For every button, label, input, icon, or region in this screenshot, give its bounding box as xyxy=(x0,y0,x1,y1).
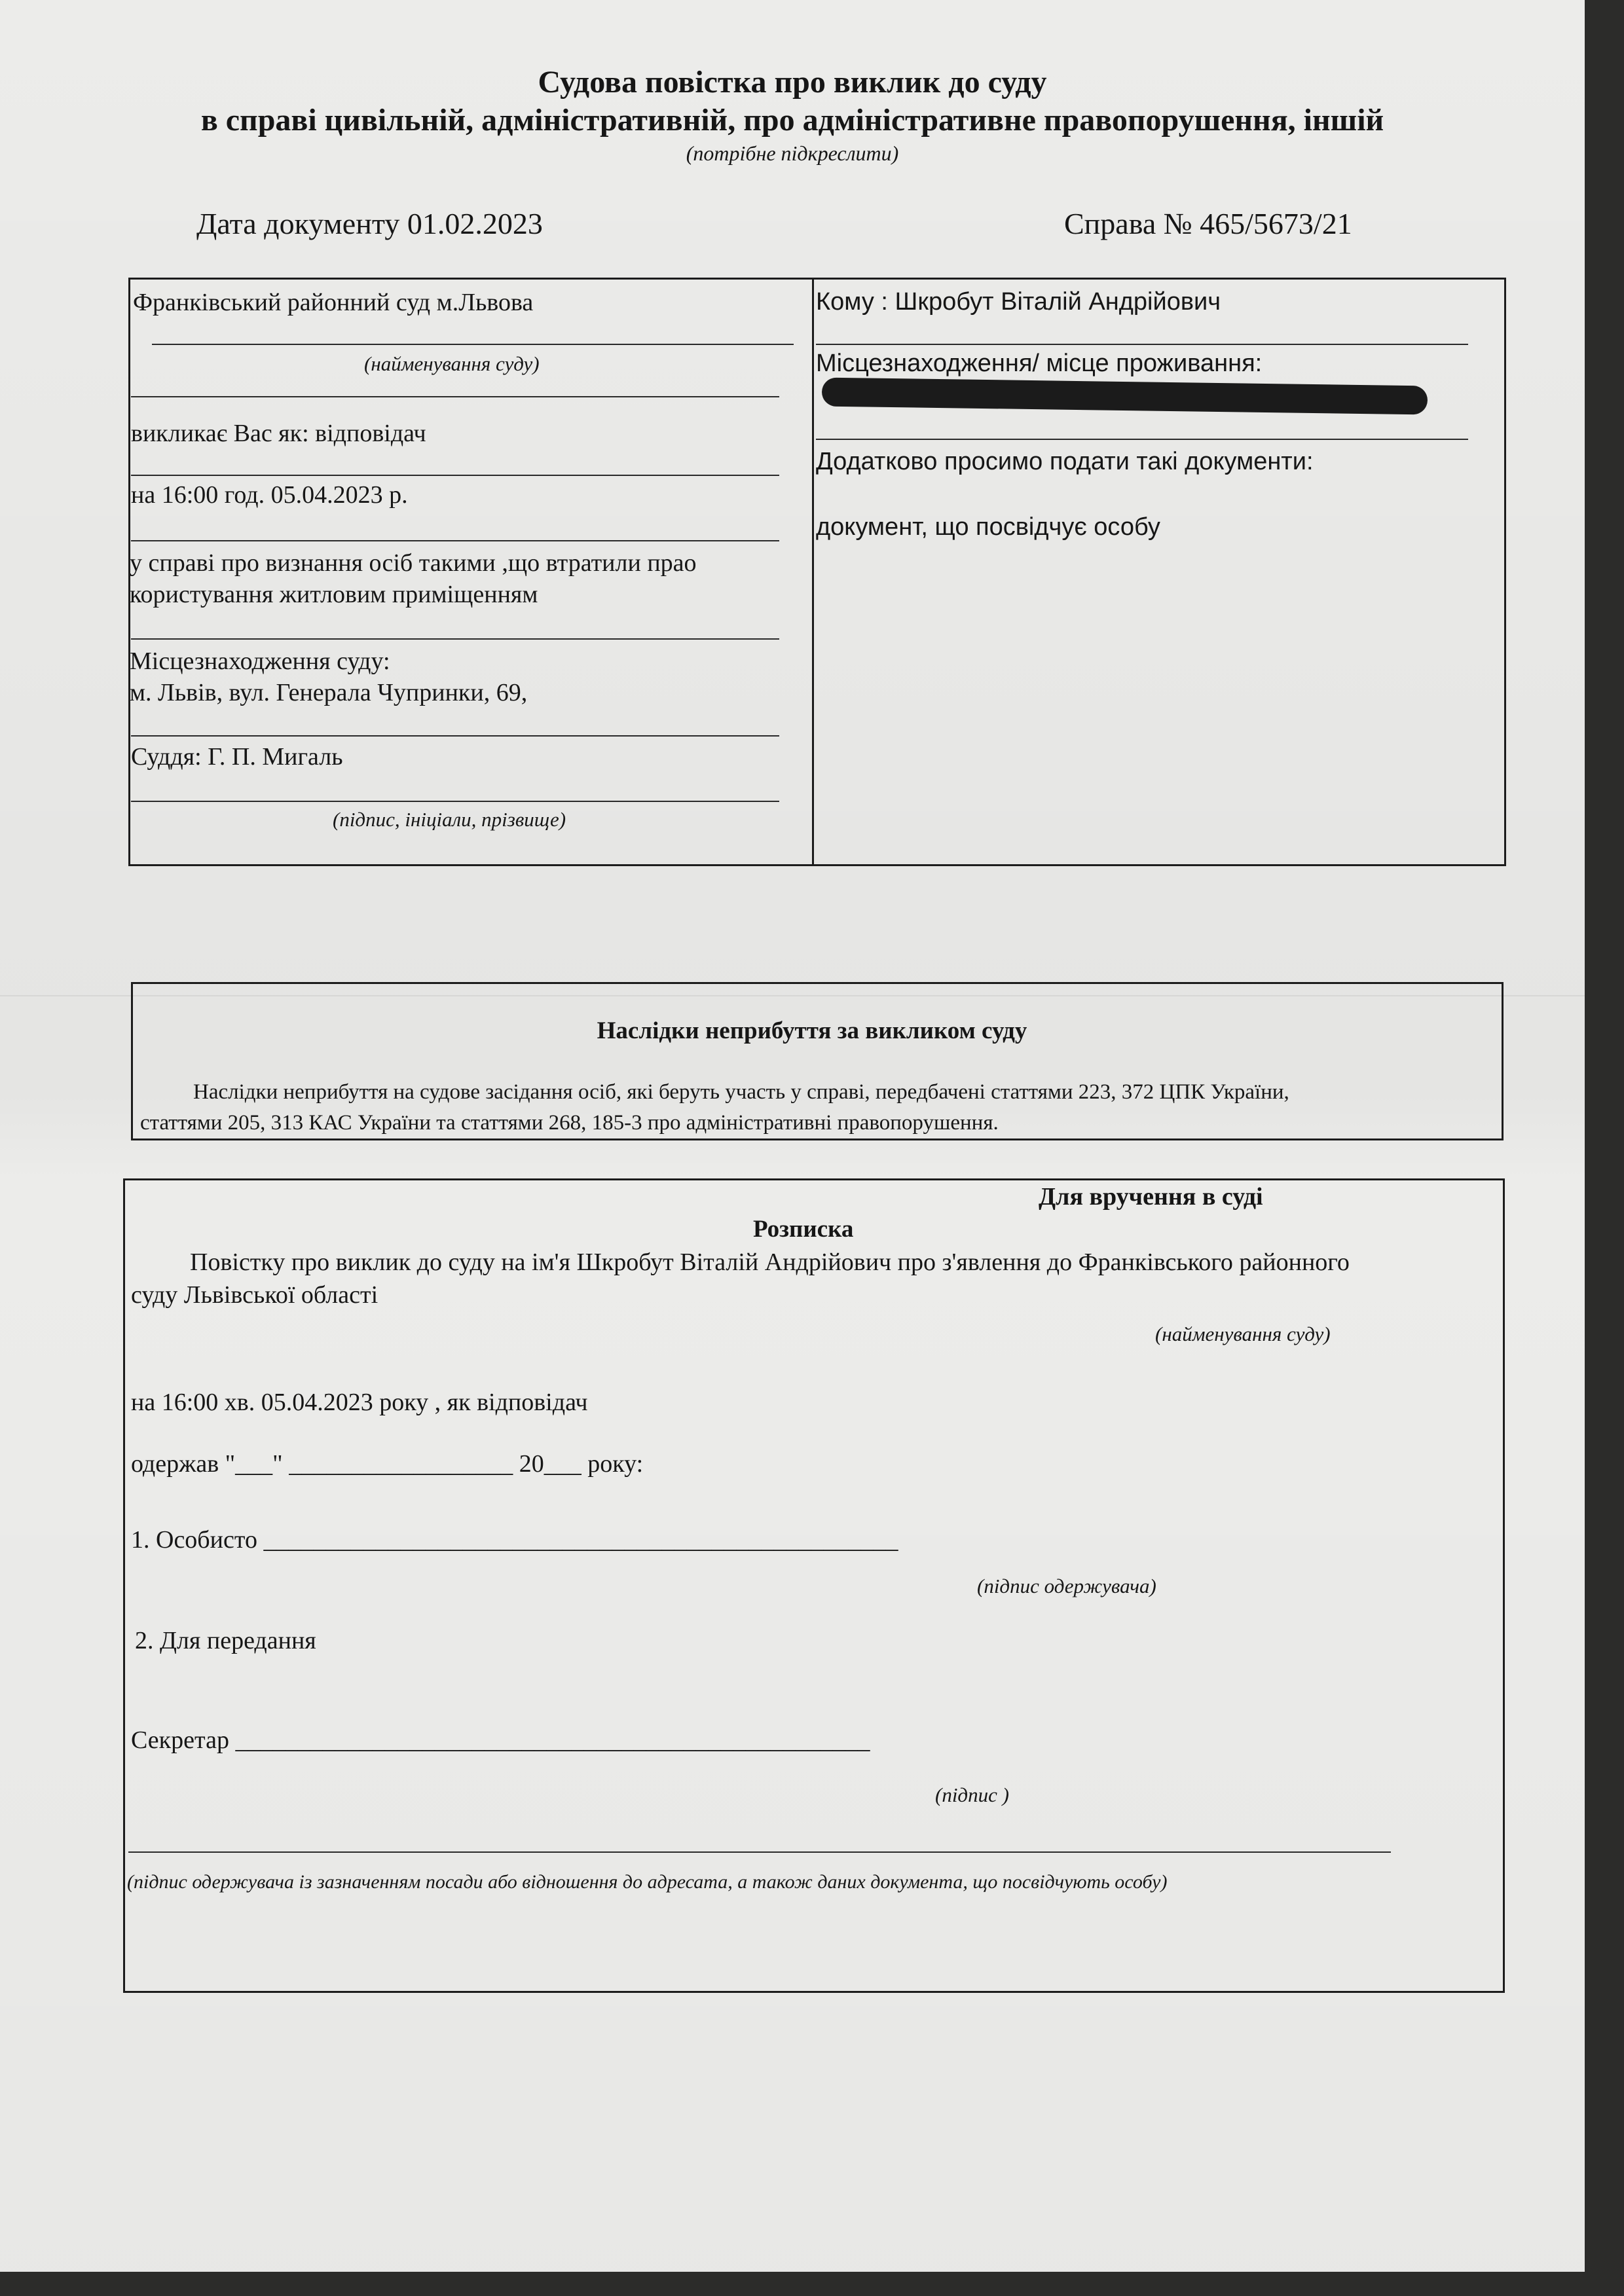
case-matter-line2: користування житловим приміщенням xyxy=(130,581,538,608)
divider-rule xyxy=(131,638,779,640)
divider-rule xyxy=(131,735,779,737)
for-court-label: Для вручення в суді xyxy=(1039,1183,1263,1211)
court-name-rule xyxy=(152,344,794,345)
receipt-court-hint: (найменування суду) xyxy=(1155,1322,1331,1345)
judge-name: Суддя: Г. П. Мигаль xyxy=(131,743,343,771)
bottom-signature-hint: (підпис одержувача із зазначенням посади або відношення до адресата, а також даних документа, що посвідчують особу) xyxy=(127,1871,1168,1893)
signature-hint: (підпис, ініціали, прізвище) xyxy=(333,808,566,831)
receipt-text-line2: суду Львівської області xyxy=(131,1281,378,1309)
consequences-heading: Наслідки неприбуття за викликом суду xyxy=(597,1017,1027,1044)
address-label: Місцезнаходження/ місце проживання: xyxy=(816,350,1263,377)
summons-role: викликає Вас як: відповідач xyxy=(131,420,426,447)
extra-documents: документ, що посвідчує особу xyxy=(816,513,1160,541)
bottom-signature-rule xyxy=(128,1851,1391,1853)
document-title: Судова повістка про виклик до суду xyxy=(538,65,1047,100)
receipt-heading: Розписка xyxy=(753,1216,854,1243)
court-name-hint: (найменування суду) xyxy=(364,352,540,375)
recipient-name: Кому : Шкробут Віталій Андрійович xyxy=(816,288,1221,316)
case-matter-line1: у справі про визнання осіб такими ,що втратили прао xyxy=(130,549,697,577)
extra-documents-label: Додатково просимо подати такі документи: xyxy=(816,448,1314,475)
consequences-text-line1: Наслідки неприбуття на судове засідання осіб, які беруть участь у справі, передбачені статтями 223, 372 ЦПК України, xyxy=(193,1080,1289,1104)
for-transfer-label: 2. Для передання xyxy=(135,1627,316,1654)
recipient-rule xyxy=(816,344,1468,345)
document-subtitle: в справі цивільній, адміністративній, про адміністративне правопорушення, іншій xyxy=(200,103,1384,137)
received-date-line: одержав "___" __________________ 20___ року: xyxy=(131,1450,644,1478)
secretary-line: Секретар ___________________________________________________ xyxy=(131,1726,870,1754)
underline-hint: (потрібне підкреслити) xyxy=(686,141,899,165)
document-date: Дата документу 01.02.2023 xyxy=(196,207,543,240)
consequences-text-line2: статтями 205, 313 КАС України та статтями 268, 185-3 про адміністративні правопорушення. xyxy=(140,1111,999,1135)
divider-rule xyxy=(131,475,779,476)
column-divider xyxy=(812,278,814,864)
personally-line: 1. Особисто ___________________________________________________ xyxy=(131,1526,898,1554)
address-rule xyxy=(816,439,1468,440)
secretary-signature-hint: (підпис ) xyxy=(935,1783,1009,1806)
divider-rule xyxy=(131,540,779,541)
case-number: Справа № 465/5673/21 xyxy=(1064,207,1352,240)
signature-rule xyxy=(131,801,779,802)
receipt-text-line1: Повістку про виклик до суду на ім'я Шкробут Віталій Андрійович про з'явлення до Франківського районного xyxy=(190,1248,1350,1276)
court-location: м. Львів, вул. Генерала Чупринки, 69, xyxy=(130,679,528,706)
court-location-label: Місцезнаходження суду: xyxy=(130,647,390,675)
court-name: Франківський районний суд м.Львова xyxy=(133,289,534,316)
hearing-time: на 16:00 год. 05.04.2023 р. xyxy=(131,481,408,509)
recipient-signature-hint: (підпис одержувача) xyxy=(977,1575,1156,1597)
receipt-time: на 16:00 хв. 05.04.2023 року , як відповідач xyxy=(131,1389,588,1416)
divider-rule xyxy=(131,396,779,397)
